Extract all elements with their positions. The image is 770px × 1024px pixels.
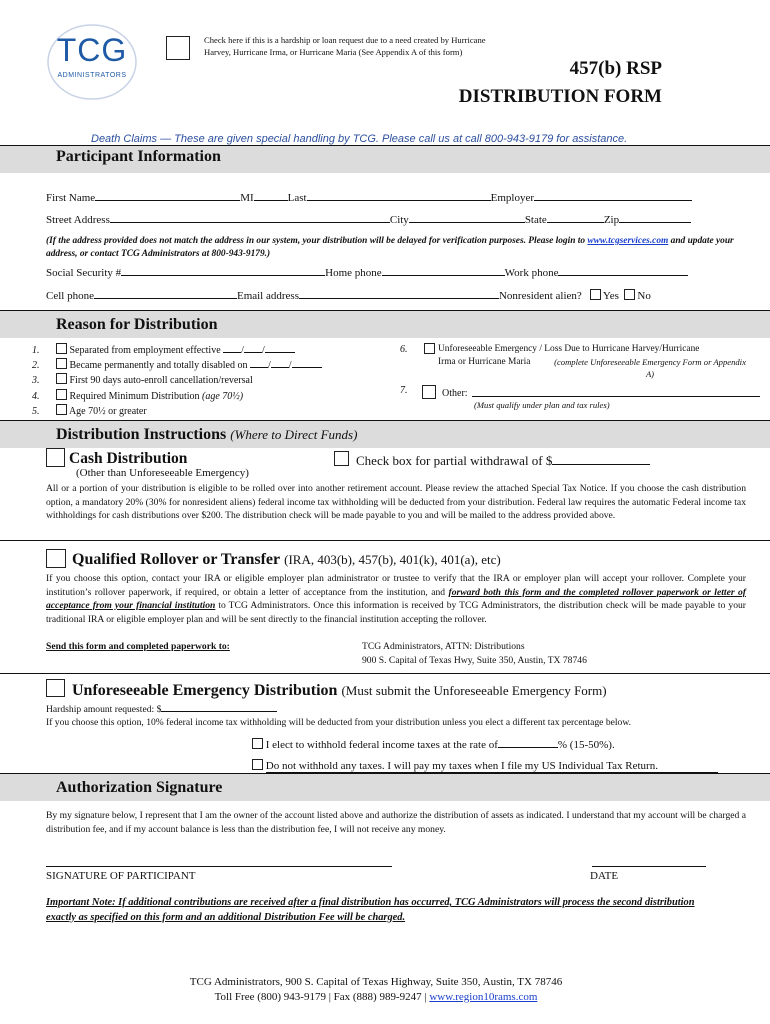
reason-2-label: Became permanently and totally disabled on: [69, 360, 248, 372]
withhold-option-row: [252, 737, 615, 751]
employer-label: Employer: [490, 192, 534, 204]
separation-day[interactable]: [244, 344, 262, 353]
nonresident-yes-checkbox[interactable]: [590, 289, 601, 300]
partial-amount-field[interactable]: [552, 452, 650, 465]
ssn-field[interactable]: [121, 265, 325, 276]
section-title: [56, 426, 357, 444]
footer-website-link[interactable]: www.region10rams.com: [429, 991, 538, 1003]
participant-section-header: [0, 145, 770, 173]
item-number: 1.: [32, 345, 40, 356]
rollover-body: [46, 572, 746, 626]
emergency-checkbox[interactable]: [46, 679, 65, 697]
form-title: DISTRIBUTION FORM: [458, 86, 662, 107]
item-number: 2.: [32, 360, 40, 372]
logo-subtext: ADMINISTRATORS: [57, 72, 127, 79]
rollover-title-row: [72, 551, 501, 569]
street-field[interactable]: [110, 212, 390, 223]
reason-6-note: (complete Unforeseeable Emergency Form or Appendix A): [554, 357, 746, 379]
signature-body: By my signature below, I represent that I am the owner of the account listed above and authorize the distribution of assets as indicated. I understand that my account will be charged a distribution fee, and if my account balance is less than the distribution fee, I will not receive any money.: [46, 810, 746, 835]
reason-item-5: [32, 404, 322, 419]
rollover-address-line1: TCG Administrators, ATTN: Distributions: [362, 641, 525, 652]
withhold-rate-field[interactable]: [498, 737, 558, 748]
instructions-title: Distribution Instructions: [56, 426, 227, 443]
nonresident-label: Nonresident alien?: [498, 290, 582, 302]
disability-month[interactable]: [250, 359, 268, 368]
work-phone-field[interactable]: [558, 265, 688, 276]
email-field[interactable]: [299, 288, 499, 299]
logo-text: TCG: [56, 32, 128, 68]
section-title: Reason for Distribution: [56, 316, 218, 333]
item-number: 4.: [32, 390, 40, 402]
reason-7-note: (Must qualify under plan and tax rules): [474, 400, 610, 410]
reason-7-checkbox[interactable]: [422, 385, 436, 399]
state-label: State: [524, 214, 547, 226]
rollover-body-2: to TCG Administrators. Once this information is received by TCG Administrators, the distribution check will be made payable to your traditional IRA or eligible employer plan and will be sent directly to the financial institution accepting the rollover.: [46, 600, 746, 625]
hardship-checkbox[interactable]: [166, 36, 190, 60]
signature-section-header: [0, 773, 770, 801]
reason-1-checkbox[interactable]: [56, 343, 67, 354]
zip-field[interactable]: [619, 212, 691, 223]
partial-withdrawal-checkbox[interactable]: [334, 451, 349, 466]
city-label: City: [389, 214, 409, 226]
reason-6-label-line2: Irma or Hurricane Maria: [438, 357, 531, 367]
reason-item-1: 1. Separated from employment effective / /: [32, 343, 322, 358]
note-text-2: and update your address, or contact TCG Administrators at 800-943-9179.): [46, 236, 734, 259]
first-name-label: First Name: [46, 192, 96, 204]
zip-label: Zip: [603, 214, 620, 226]
item-number: 7.: [400, 385, 408, 396]
nonresident-no-checkbox[interactable]: [624, 289, 635, 300]
date-label: DATE: [590, 870, 619, 882]
reason-item-4: [32, 389, 322, 404]
state-field[interactable]: [547, 212, 604, 223]
emergency-body: If you choose this option, 10% federal income tax withholding will be deducted from your distribution unless you elect a different tax percentage below.: [46, 717, 632, 728]
last-name-field[interactable]: [307, 190, 491, 201]
instructions-section-header: [0, 420, 770, 448]
item-number: 3.: [32, 375, 40, 387]
footer-phone-fax: Toll Free (800) 943-9179 | Fax (888) 989-9247 |: [214, 991, 430, 1003]
mi-label: MI: [240, 192, 254, 204]
reason-4-note: (age 70½): [202, 390, 244, 402]
reason-6-checkbox[interactable]: [424, 343, 435, 354]
employer-field[interactable]: [534, 190, 692, 201]
home-phone-field[interactable]: [382, 265, 505, 276]
date-line[interactable]: [592, 866, 706, 867]
hardship-amount-label: Hardship amount requested: $: [46, 704, 162, 715]
disability-year[interactable]: [292, 359, 322, 368]
item-number: 5.: [32, 405, 40, 417]
separation-month[interactable]: [223, 344, 241, 353]
important-note: Important Note: If additional contributions are received after a final distribution has occurred, TCG Administrators will process the second distribution exactly as specified on this form and an additional Distribution Fee will be charged.: [46, 897, 695, 923]
reason-4-label: Required Minimum Distribution: [69, 390, 200, 402]
footer-contact: [0, 991, 752, 1003]
email-label: Email address: [236, 290, 299, 302]
tcgservices-link[interactable]: www.tcgservices.com: [587, 236, 669, 246]
withhold-rate-checkbox[interactable]: [252, 738, 263, 749]
reason-3-label: First 90 days auto-enroll cancellation/reversal: [69, 375, 253, 387]
reason-1-label: Separated from employment effective: [69, 345, 221, 356]
emergency-title: Unforeseeable Emergency Distribution: [72, 682, 338, 699]
reason-7-label: Other:: [442, 388, 468, 399]
rollover-checkbox[interactable]: [46, 549, 66, 568]
death-claims-note: Death Claims — These are given special handling by TCG. Please call us at call 800-943-9179 for assistance.: [91, 133, 628, 145]
emergency-note: (Must submit the Unforeseeable Emergency Form): [341, 683, 607, 698]
last-label: Last: [287, 192, 307, 204]
item-number: 6.: [400, 344, 408, 355]
reason-item-3: [32, 373, 322, 388]
rollover-address-line2: 900 S. Capital of Texas Hwy, Suite 350, Austin, TX 78746: [362, 655, 587, 666]
rollover-note: (IRA, 403(b), 457(b), 401(k), 401(a), etc): [284, 552, 501, 567]
form-code: 457(b) RSP: [569, 58, 662, 79]
signature-line[interactable]: [46, 866, 392, 867]
reason-3-checkbox[interactable]: [56, 373, 67, 384]
other-reason-field[interactable]: [472, 385, 760, 397]
reason-section-header: [0, 310, 770, 338]
withhold-rate-suffix: % (15-50%).: [557, 739, 615, 751]
divider: [0, 540, 770, 541]
hardship-amount-row: [46, 702, 277, 715]
phone-row: [46, 265, 688, 279]
cash-distribution-title: Cash Distribution: [69, 450, 188, 467]
yes-label: Yes: [602, 290, 619, 302]
rollover-body-1: If you choose this option, contact your IRA or eligible employer plan administrator or trustee to verify that the IRA or employer plan will accept your rollover. Complete your institution’s rollover paperwork, if required, or obtain a letter of acceptance from the institution, and: [46, 573, 746, 598]
no-withhold-checkbox[interactable]: [252, 759, 263, 770]
reason-5-checkbox[interactable]: [56, 404, 67, 415]
ssn-label: Social Security #: [46, 267, 122, 279]
reason-list-left: [32, 343, 322, 419]
no-label: No: [637, 290, 651, 302]
cell-phone-field[interactable]: [94, 288, 237, 299]
street-label: Street Address: [46, 214, 110, 226]
cash-distribution-body: All or a portion of your distribution is eligible to be rolled over into another retirement account. Please review the attached Special Tax Notice. If you choose the cash distribution option, a mandatory 20% (30% for nonresident aliens) federal income tax withholding will be deducted from your distribution. Federal law requires the automatic Federal income tax withholdings for cash distributions over $200. The distribution check will be made payable to you and will be mailed to the address provided above.: [46, 483, 746, 521]
hardship-note: Check here if this is a hardship or loan request due to a need created by Hurricane Harvey, Hurricane Irma, or Hurricane Maria (See Appendix A of this form): [204, 35, 486, 57]
home-phone-label: Home phone: [325, 267, 382, 279]
cell-phone-label: Cell phone: [46, 290, 94, 302]
reason-6-label-line1: Unforeseeable Emergency / Loss Due to Hurricane Harvey/Hurricane: [438, 344, 700, 354]
divider: [0, 673, 770, 674]
cash-distribution-subtitle: (Other than Unforeseeable Emergency): [76, 467, 249, 479]
reason-2-checkbox[interactable]: [56, 358, 67, 369]
disability-day[interactable]: [271, 359, 289, 368]
city-field[interactable]: [409, 212, 525, 223]
hardship-amount-field[interactable]: [161, 702, 277, 712]
emergency-title-row: [72, 682, 607, 700]
reason-5-label: Age 70½ or greater: [68, 405, 147, 417]
separation-year[interactable]: [265, 344, 295, 353]
name-row: [46, 190, 692, 204]
no-withhold-label: Do not withhold any taxes. I will pay my taxes when I file my US Individual Tax Return.: [265, 760, 658, 772]
address-row: [46, 212, 691, 226]
section-title: Participant Information: [56, 148, 221, 165]
work-phone-label: Work phone: [504, 267, 559, 279]
partial-withdrawal-row: [356, 452, 650, 469]
first-name-field[interactable]: [95, 190, 240, 201]
tcg-logo: [44, 22, 140, 102]
rollover-emphasis: forward both this form and the completed rollover paperwork or letter of acceptance from your financial institution: [46, 586, 746, 611]
partial-withdrawal-label: Check box for partial withdrawal of $: [356, 453, 553, 468]
signature-label: SIGNATURE OF PARTICIPANT: [46, 870, 196, 882]
send-to-label: Send this form and completed paperwork to:: [46, 641, 230, 652]
instructions-note: (Where to Direct Funds): [230, 427, 358, 442]
rollover-title: Qualified Rollover or Transfer: [72, 551, 281, 568]
note-text-1: (If the address provided does not match the address in our system, your distribution will be delayed for verification purposes. Please login to: [46, 236, 588, 246]
cash-distribution-checkbox[interactable]: [46, 448, 65, 467]
no-withhold-option-row: [252, 759, 658, 772]
reason-4-checkbox[interactable]: [56, 389, 67, 400]
mi-field[interactable]: [254, 190, 288, 201]
footer-address: TCG Administrators, 900 S. Capital of Texas Highway, Suite 350, Austin, TX 78746: [189, 976, 563, 988]
section-title: Authorization Signature: [56, 779, 223, 796]
contact-row: [46, 288, 651, 302]
address-mismatch-note: [46, 235, 746, 261]
reason-item-2: 2. Became permanently and totally disabled on / /: [32, 358, 322, 373]
withhold-rate-label: I elect to withhold federal income taxes at the rate of: [265, 739, 498, 751]
